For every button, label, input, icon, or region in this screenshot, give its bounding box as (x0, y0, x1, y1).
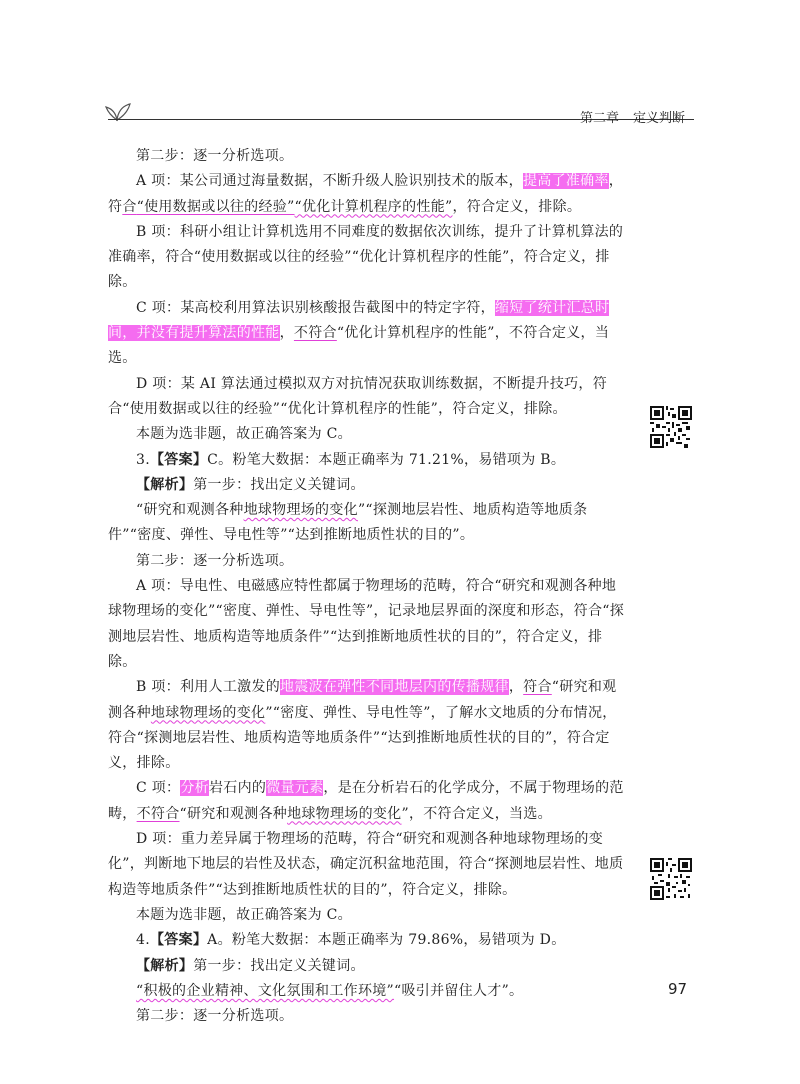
highlight: 提高了准确率 (522, 173, 609, 190)
paragraph-option-b: B 项：科研小组让计算机选用不同难度的数据依次训练，提升了计算机算法的准确率，符合“使用数据或以往的经验”“优化计算机程序的性能”，符合定义，排除。 (108, 223, 624, 291)
wavy-underline: 地球物理场的变化 (243, 502, 358, 519)
underline: 不符合 (293, 325, 337, 342)
page-body (108, 144, 628, 1029)
paragraph-option-c: C 项：分析岩石内的微量元素，是在分析岩石的化学成分，不属于物理场的范畴，不符合“研究和观测各种地球物理场的变化”，不符合定义，当选。 (108, 780, 624, 822)
qr-code-icon[interactable] (650, 858, 692, 900)
wavy-underline: 地球物理场的变化 (150, 704, 266, 721)
analysis-label: 【解析】 (136, 957, 194, 974)
keywords-3: “研究和观测各种地球物理场的变化”“探测地层岩性、地质构造等地质条件”“密度、弹性、导电性等”“达到推断地质性状的目的”。 (108, 502, 588, 544)
paragraph-option-b: B 项：利用人工激发的地震波在弹性不同地层内的传播规律，符合“研究和观测各种地球物理场的变化”“密度、弹性、导电性等”，了解水文地质的分布情况，符合“探测地层岩性、地质构造等地质条件”“达到推断地质性状的目的”，符合定义，排除。 (108, 679, 617, 772)
analysis-3: 【解析】第一步：找出定义关键词。 (136, 476, 365, 493)
analysis-label: 【解析】 (136, 476, 194, 493)
paragraph-option-c: C 项：某高校利用算法识别核酸报告截图中的特定字符，缩短了统计汇总时间，并没有提升算法的性能，不符合“优化计算机程序的性能”，不符合定义，当选。 (108, 299, 610, 367)
analysis-4: 【解析】第一步：找出定义关键词。 (136, 957, 365, 974)
paragraph: 第二步：逐一分析选项。 (136, 552, 294, 569)
answer-label: 【答案】 (149, 932, 208, 949)
qr-code-icon[interactable] (650, 406, 692, 448)
page-number: 97 (668, 980, 688, 998)
wavy-underline: “优化计算机程序的性能” (294, 198, 453, 215)
paragraph-conclusion: 本题为选非题，故正确答案为 C。 (136, 906, 352, 923)
paragraph-option-a: A 项：某公司通过海量数据，不断升级人脸识别技术的版本，提高了准确率，符合“使用数据或以往的经验”“优化计算机程序的性能”，符合定义，排除。 (108, 173, 624, 215)
answer-4: 4.【答案】A。粉笔大数据：本题正确率为 79.86%，易错项为 D。 (136, 932, 566, 949)
paragraph: 第二步：逐一分析选项。 (136, 1008, 294, 1025)
underline: 不符合 (136, 805, 180, 822)
wavy-underline: “积极的企业精神、文化氛围和工作环境” (136, 982, 395, 999)
paragraph-option-d: D 项：某 AI 算法通过模拟双方对抗情况获取训练数据，不断提升技巧，符合“使用数据或以往的经验”“优化计算机程序的性能”，符合定义，排除。 (108, 375, 608, 417)
underline: “使用数据或以往的经验” (136, 198, 295, 215)
answer-label: 【答案】 (149, 451, 208, 468)
keywords-4: “积极的企业精神、文化氛围和工作环境”“吸引并留住人才”。 (136, 982, 524, 999)
answer-3: 3.【答案】C。粉笔大数据：本题正确率为 71.21%，易错项为 B。 (136, 451, 566, 468)
paragraph-option-a: A 项：导电性、电磁感应特性都属于物理场的范畴，符合“研究和观测各种地球物理场的变化”“密度、弹性、导电性等”，记录地层界面的深度和形态，符合“探测地层岩性、地质构造等地质条件”“达到推断地质性状的目的”，符合定义，排除。 (108, 578, 625, 670)
paragraph: 第二步：逐一分析选项。 (136, 148, 294, 164)
highlight: 缩短了统计汇总时间，并没有提升算法的性能 (108, 299, 610, 342)
paragraph-option-d: D 项：重力差异属于物理场的范畴，符合“研究和观测各种地球物理场的变化”，判断地下地层的岩性及状态，确定沉积盆地范围，符合“探测地层岩性、地质构造等地质条件”“达到推断地质性状的目的”，符合定义，排除。 (108, 831, 624, 898)
underline: 合 (122, 198, 137, 215)
chapter-label: 第二章 (580, 111, 620, 126)
wavy-underline: 地球物理场的变化 (287, 805, 402, 822)
highlight: 地震波在弹性不同地层内的传播规律 (280, 679, 509, 696)
underline: 符合 (523, 679, 552, 696)
paragraph-conclusion: 本题为选非题，故正确答案为 C。 (136, 426, 352, 443)
running-header (580, 107, 685, 126)
section-label: 定义判断 (633, 111, 686, 126)
highlight: 微量元素 (266, 780, 324, 797)
highlight: 分析 (180, 780, 209, 797)
